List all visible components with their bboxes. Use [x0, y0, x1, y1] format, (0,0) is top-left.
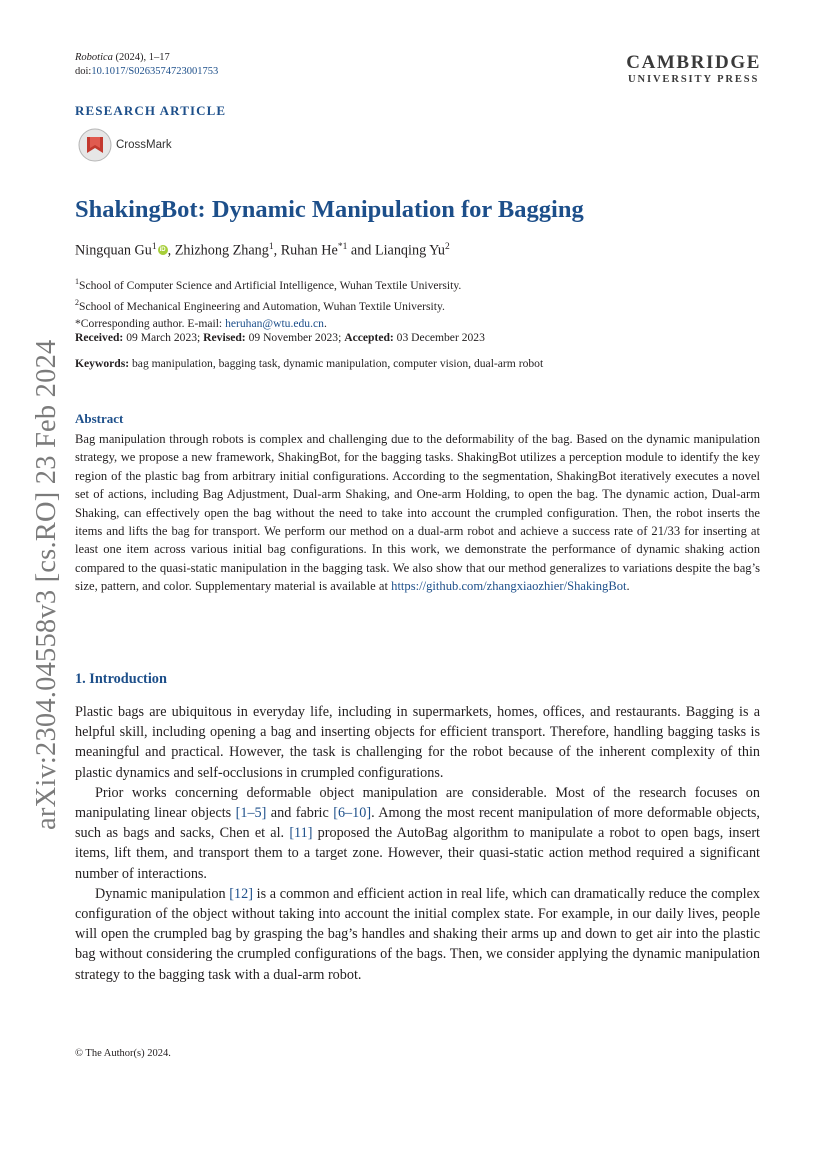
author-name: Ruhan He — [280, 242, 338, 259]
abstract-end: . — [626, 579, 630, 594]
section-heading-introduction: 1. Introduction — [75, 671, 167, 687]
corresponding-author — [75, 315, 461, 332]
publisher-line1: CAMBRIDGE — [626, 52, 761, 73]
citation-link[interactable]: [11] — [289, 825, 313, 842]
paragraph-text: proposed the AutoBag algorithm to manipulate a robot to open bags, insert items, lift them, and transport them to a target zone. However, their quasi-static action method required a significant number of interactions. — [75, 825, 760, 882]
paragraph: Plastic bags are ubiquitous in everyday life, including in supermarkets, homes, offices, and restaurants. Bagging is a helpful skill, including opening a bag and inserting objects for efficient transport. Therefore, handling bagging tasks is meaningful and practical. However, the task is challenging for the robot because of the inherent complexity of thin plastic dynamics and self-occlusions in crumpled configurations. — [75, 704, 760, 781]
paragraph-text: Dynamic manipulation — [95, 885, 230, 902]
introduction-body — [75, 702, 760, 985]
citation-link[interactable]: [12] — [229, 885, 253, 902]
journal-citation — [75, 51, 218, 65]
copyright-notice: © The Author(s) 2024. — [75, 1048, 171, 1059]
publisher-line2: UNIVERSITY PRESS — [628, 74, 760, 85]
keywords-text: bag manipulation, bagging task, dynamic manipulation, computer vision, dual-arm robot — [129, 357, 544, 370]
affiliation-text: School of Mechanical Engineering and Automation, Wuhan Textile University. — [79, 299, 445, 313]
author-name: Ningquan Gu — [75, 242, 152, 259]
received-date: 09 March 2023; — [123, 331, 204, 344]
journal-volume: (2024), 1–17 — [112, 52, 170, 63]
paragraph-text: . Among the most recent manipulation of more deformable objects, such as bags and sacks, Chen et al. — [75, 805, 760, 842]
doi-line — [75, 65, 218, 79]
supplementary-link[interactable]: https://github.com/zhangxiaozhier/ShakingBot — [391, 579, 627, 594]
orcid-icon[interactable]: iD — [159, 246, 166, 253]
citation-link[interactable]: [1–5] — [235, 805, 267, 822]
citation-link[interactable]: [6–10] — [333, 805, 372, 822]
revised-date: 09 November 2023; — [245, 331, 345, 344]
affiliation-text: School of Computer Science and Artificial Intelligence, Wuhan Textile University. — [79, 278, 462, 292]
author-name: Lianqing Yu — [374, 242, 445, 259]
abstract-body — [75, 430, 760, 596]
accepted-date: 03 December 2023 — [393, 331, 485, 344]
doi-link[interactable]: 10.1017/S0263574723001753 — [91, 66, 219, 77]
crossmark-label: CrossMark — [116, 139, 172, 151]
author-separator: , — [167, 242, 175, 259]
paper-title: ShakingBot: Dynamic Manipulation for Bagging — [75, 196, 584, 223]
received-label: Received: — [75, 331, 124, 344]
author-separator: , — [273, 242, 281, 259]
journal-name: Robotica — [75, 52, 113, 63]
abstract-heading: Abstract — [75, 411, 124, 426]
article-dates — [75, 331, 485, 344]
paragraph-text: and fabric — [266, 805, 334, 822]
abstract-text: Bag manipulation through robots is complex and challenging due to the deformability of the bag. Based on the dynamic manipulation strategy, we propose a new framework, ShakingBot, for the bagging tasks. ShakingBot utilizes a perception module to identify the key region of the plastic bag from arbitrary initial configurations. According to the segmentation, ShakingBot iteratively executes a novel set of actions, including Bag Adjustment, Dual-arm Shaking, and One-arm Holding, to open the bag. The dynamic action, Dual-arm Shaking, can effectively open the bag without the need to take into account the crumpled configuration. Then, the robot inserts the items and lifts the bag for transport. We perform our method on a dual-arm robot and achieve a success rate of 21/33 for inserting at least one item across various initial bag configurations. In this work, we demonstrate the performance of dynamic shaking action compared to the quasi-static manipulation in the bagging task. We also show that our method generalizes to variations despite the bag’s size, pattern, and color. Supplementary material is available at — [75, 432, 760, 594]
paragraph — [75, 884, 760, 985]
keywords-label: Keywords: — [75, 357, 130, 370]
paragraph-text: is a common and efficient action in real life, which can dramatically reduce the complex configuration of the object without taking into account the initial complex state. For example, in our daily lives, people will open the crumpled bag by grasping the bag’s handles and shaking their arms up and down to get air into the plastic bag without considering the crumpled configurations of the bags. Then, we consider applying the dynamic manipulation strategy to the bagging task with a dual-arm robot. — [75, 885, 761, 983]
revised-label: Revised: — [203, 331, 246, 344]
author-separator: and — [347, 242, 375, 259]
affiliation-2 — [75, 294, 461, 315]
email-end: . — [323, 316, 327, 330]
doi-prefix: doi: — [75, 66, 92, 77]
affiliations — [75, 273, 461, 332]
email-link[interactable]: heruhan@wtu.edu.cn — [225, 316, 324, 330]
crossmark-icon — [78, 128, 112, 162]
affiliation-sup: 1 — [75, 277, 79, 286]
author-affil-sup: 1 — [268, 242, 274, 252]
author-name: Zhizhong Zhang — [174, 242, 269, 259]
author-list — [75, 242, 450, 260]
paragraph — [75, 783, 760, 884]
affiliation-sup: 2 — [75, 297, 79, 307]
author-affil-sup: 2 — [444, 242, 450, 252]
article-type: RESEARCH ARTICLE — [75, 103, 227, 118]
corresponding-label: *Corresponding author. E-mail: — [75, 316, 226, 330]
journal-info — [75, 51, 218, 79]
paragraph-text: Prior works concerning deformable object manipulation are considerable. Most of the research focuses on manipulating linear objects — [75, 784, 760, 822]
accepted-label: Accepted: — [344, 331, 394, 344]
publisher-logo — [626, 53, 761, 86]
crossmark-button[interactable] — [78, 128, 172, 162]
author-affil-sup: *1 — [337, 242, 348, 252]
keywords — [75, 357, 543, 370]
author-affil-sup: 1 — [151, 242, 157, 252]
arxiv-identifier: arXiv:2304.04558v3 [cs.RO] 23 Feb 2024 — [31, 339, 62, 830]
affiliation-1 — [75, 273, 461, 294]
